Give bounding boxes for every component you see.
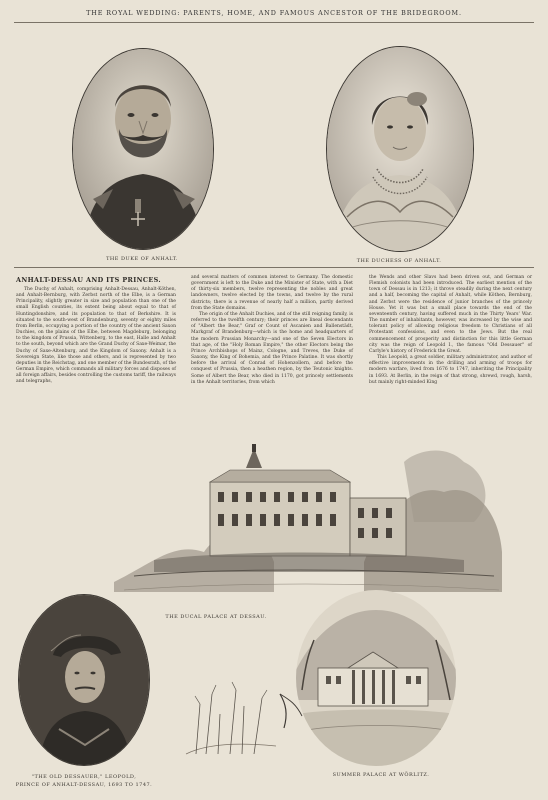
ducal-palace-caption: THE DUCAL PALACE AT DESSAU.	[165, 614, 267, 620]
article-paragraph: The origin of the Anhalt Duchies, and of the still reigning family, is referred to the twelfth century; their princes are lineal descendants of "Albert the Bear," Graf or Count of Ascanien and Ballenstädt, Markgraf of Brandenburg—which is the home and headquarters of the modern Prussian Monarchy—and one of the Seven Electors in that age, of the "Holy Roman Empire," the other Electors being the Prince Archbishops of Mainz, Cologne, and Treves, the Duke of Saxony, the King of Bohemia, and the Prince Palatine. It was shortly before the arrival of Conrad of Hohenzollern, and before the conquest of Prussia, then a heathen region, by the Teutonic knights. Some of Albert the Bear, who died in 1170, got princely settlements in the Anhalt territories, from which	[191, 311, 353, 385]
article-column-1	[16, 287, 176, 386]
article-column-3	[369, 275, 532, 386]
article-column-2	[191, 275, 353, 386]
duchess-portrait	[326, 46, 474, 252]
article-paragraph: and several matters of common interest to Germany. The domestic government is left to the Duke and the Minister of State, with a Diet of thirty-six members, twelve representing the nobles and great landowners, twelve elected by the towns, and twelve by the rural districts; there is a revenue of nearly half a million, partly derived from the State domains.	[191, 275, 353, 311]
title-rule	[14, 22, 534, 23]
duke-portrait	[72, 48, 214, 250]
page-title: THE ROYAL WEDDING: PARENTS, HOME, AND FAMOUS ANCESTOR OF THE BRIDEGROOM.	[86, 9, 462, 17]
article-paragraph: The Duchy of Anhalt, comprising Anhalt-Dessau, Anhalt-Köthen, and Anhalt-Bernburg, with Zerbst north of the Elbe, is a German Principality, slightly greater in size and population than one of the small English counties, its extent being about equal to that of Huntingdonshire, and its population to that of Berkshire. It is situated to the south-west of Brandenburg, seventy or eighty miles from Berlin, occupying a portion of the country of the ancient Saxon Duchies, on the plains of the Elbe, between Magdeburg, belonging to the kingdom of Prussia, Wittenberg, to the east, Halle and Anhalt to the south, beyond which are the Grand Duchy of Saxe-Weimar, the Duchy of Saxe-Altenburg, and the Kingdom of Saxony. Anhalt is a Sovereign State, like those and others, and is represented by two deputies in the Reichstag, and one member of the Bundesrath, of the German Empire, which commands all military forces and disposes of all foreign affairs, besides controlling the customs tariff, the railways and telegraphs,	[16, 287, 176, 385]
reeds-illustration	[176, 634, 316, 764]
leopold-caption-line2: PRINCE OF ANHALT-DESSAU, 1693 TO 1747.	[15, 782, 153, 788]
article-paragraph: the Wends and other Slavs had been driven out, and German or Flemish colonists had been introduced. The earliest mention of the town of Dessau is in 1213; it throve steadily during the next century and a half, becoming the capital of Anhalt, while Köthen, Bernburg, and Zerbst were the residence of junior branches of the princely House. Yet it was but a small place towards the end of the seventeenth century, having suffered much in the Thirty Years' War. The number of inhabitants, however, was increased by the wise and tolerant policy of allowing religious freedom to Christians of all Protestant confessions, and even to the Jews. But the real commencement of prosperity and distinction for this little German city was the reign of Leopold I., the famous "Old Dessauer" of Carlyle's history of Frederick the Great.	[369, 275, 532, 354]
article-heading: ANHALT-DESSAU AND ITS PRINCES.	[16, 276, 162, 284]
summer-palace-caption: SUMMER PALACE AT WÖRLITZ.	[332, 772, 430, 778]
article-paragraph: This Leopold, a great soldier, military administrator, and author of effective improvements in the drilling and arming of troops for modern warfare, lived from 1676 to 1747, inheriting the Principality in 1693. At Berlin, in the reign of that strong, shrewd, rough, harsh, but mainly right-minded King	[369, 355, 532, 385]
section-rule	[14, 267, 534, 268]
leopold-caption-line1: "THE OLD DESSAUER," LEOPOLD,	[31, 774, 137, 780]
duke-caption: THE DUKE OF ANHALT.	[106, 256, 178, 262]
leopold-portrait	[18, 594, 150, 766]
ducal-palace-illustration	[114, 442, 504, 606]
duchess-caption: THE DUCHESS OF ANHALT.	[356, 258, 442, 264]
summer-palace-illustration	[296, 590, 456, 766]
